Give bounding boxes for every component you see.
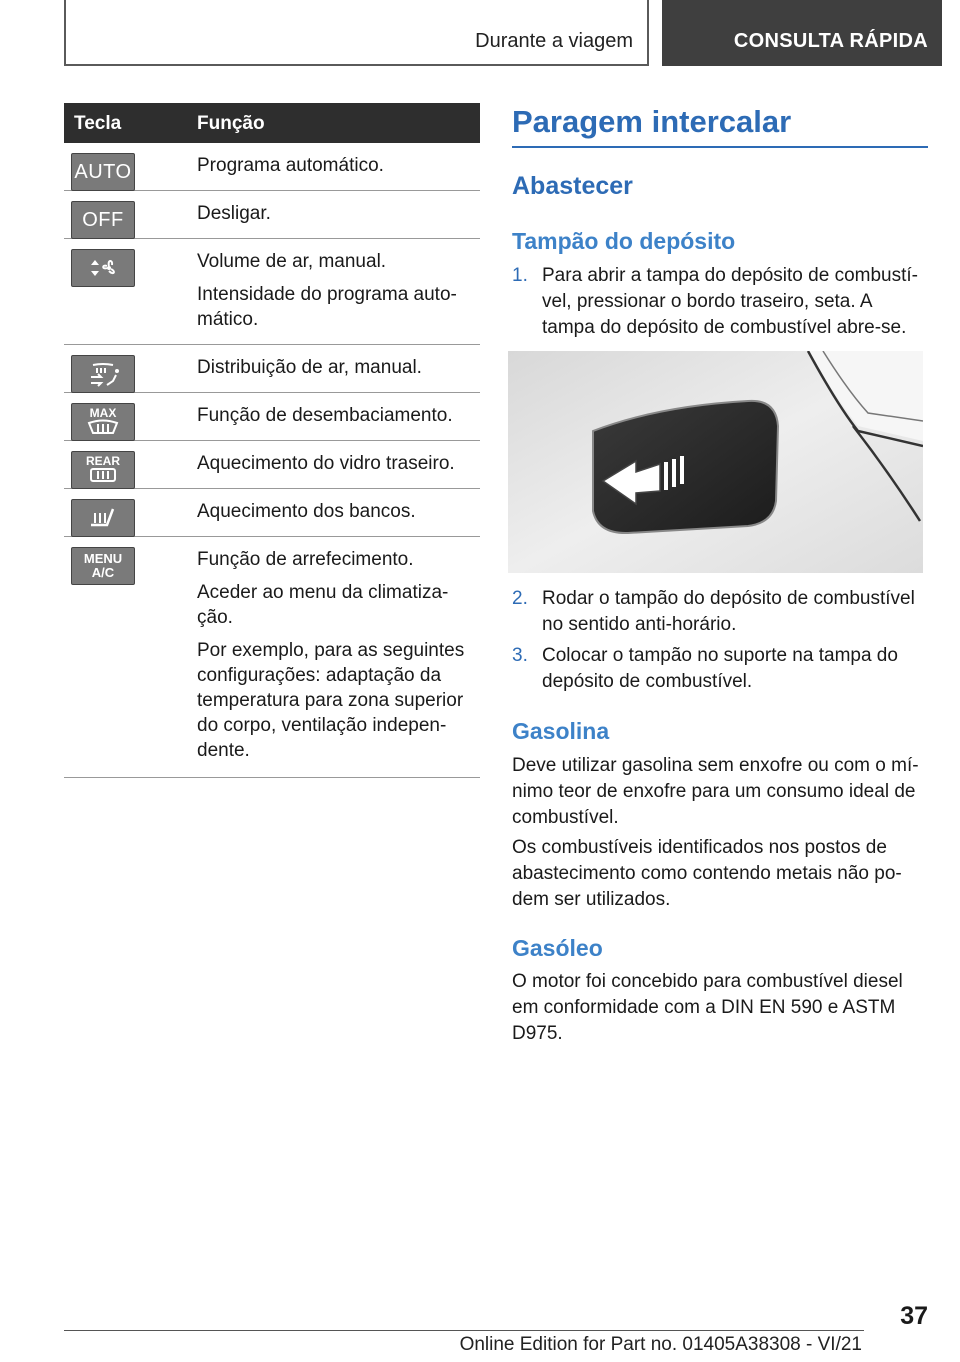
list-item xyxy=(512,643,928,695)
step-number: 2. xyxy=(512,588,528,609)
subsection-title-gasoleo: Gasóleo xyxy=(512,935,603,961)
row-text: Desligar. xyxy=(197,203,271,224)
max-key-label: MAX xyxy=(89,406,117,420)
auto-key-label: AUTO xyxy=(74,160,132,183)
off-key-label: OFF xyxy=(82,208,124,231)
row-text: Função de arrefecimento. xyxy=(197,549,414,570)
gasolina-paragraph-1: Deve utilizar gasolina sem enxofre ou com o mí-nimo teor de enxofre para um consumo ideal de combustível. xyxy=(512,755,919,828)
table-row xyxy=(64,345,480,393)
gasolina-paragraph-2: Os combustíveis identificados nos postos de abastecimento como contendo metais não po-dem ser utilizados. xyxy=(512,837,902,910)
header-chapter-label: CONSULTA RÁPIDA xyxy=(733,30,928,52)
fuel-flap-photo xyxy=(508,351,923,573)
table-header xyxy=(64,103,480,143)
header-chapter-tab xyxy=(662,0,942,66)
list-item xyxy=(512,586,928,638)
subsection-title-tampao: Tampão do depósito xyxy=(512,228,736,254)
table-row xyxy=(64,393,480,441)
row-text: Aquecimento do vidro traseiro. xyxy=(197,453,455,474)
table-row xyxy=(64,239,480,345)
subsection-title-gasolina: Gasolina xyxy=(512,718,610,744)
gasoleo-paragraph: O motor foi concebido para combustível diesel em conformidade com a DIN EN 590 e ASTM D975. xyxy=(512,971,903,1044)
table-row xyxy=(64,191,480,239)
header-section-box xyxy=(64,0,649,66)
table-row xyxy=(64,537,480,778)
section-title-abastecer: Abastecer xyxy=(512,172,633,200)
page-number: 37 xyxy=(900,1302,928,1330)
row-text: Intensidade do programa auto-mático. xyxy=(197,284,457,330)
footer-rule xyxy=(64,1330,864,1331)
table-row xyxy=(64,143,480,191)
rear-window-heat-icon xyxy=(71,451,135,489)
fan-volume-icon xyxy=(71,249,135,287)
row-text: Por exemplo, para as seguintes configurações: adaptação da temperatura para zona superior do corpo, ventilação indepen-dente. xyxy=(197,640,465,761)
title-rule xyxy=(512,146,928,148)
footer-edition: Online Edition for Part no. 01405A38308 - VI/21 xyxy=(459,1334,862,1355)
table-header-function: Função xyxy=(197,113,265,134)
row-text: Programa automático. xyxy=(197,155,384,176)
rear-key-label: REAR xyxy=(85,454,120,468)
header-section-label: Durante a viagem xyxy=(475,30,633,52)
step-text: Para abrir a tampa do depósito de combustí-vel, pressionar o bordo traseiro, seta. A tampa do depósito de combustível abre-se. xyxy=(542,265,918,338)
auto-key xyxy=(71,153,135,191)
row-text: Aceder ao menu da climatiza-ção. xyxy=(197,582,449,628)
menu-ac-key xyxy=(71,547,135,585)
defrost-icon xyxy=(71,403,135,441)
table-header-key: Tecla xyxy=(74,113,122,134)
climate-keys-table xyxy=(64,103,480,778)
list-item xyxy=(512,263,928,341)
seat-heat-icon xyxy=(71,499,135,537)
step-number: 1. xyxy=(512,265,528,286)
row-text: Aquecimento dos bancos. xyxy=(197,501,416,522)
row-text: Distribuição de ar, manual. xyxy=(197,357,422,378)
off-key xyxy=(71,201,135,239)
page-title: Paragem intercalar xyxy=(512,104,792,139)
step-text: Rodar o tampão do depósito de combustível no sentido anti-horário. xyxy=(542,588,915,635)
row-text: Função de desembaciamento. xyxy=(197,405,453,426)
table-row xyxy=(64,489,480,537)
table-row xyxy=(64,441,480,489)
row-text: Volume de ar, manual. xyxy=(197,251,387,272)
air-distribution-icon xyxy=(71,355,135,393)
step-number: 3. xyxy=(512,645,528,666)
menu-ac-label: MENU A/C xyxy=(83,551,123,580)
step-text: Colocar o tampão no suporte na tampa do depósito de combustível. xyxy=(542,645,898,692)
